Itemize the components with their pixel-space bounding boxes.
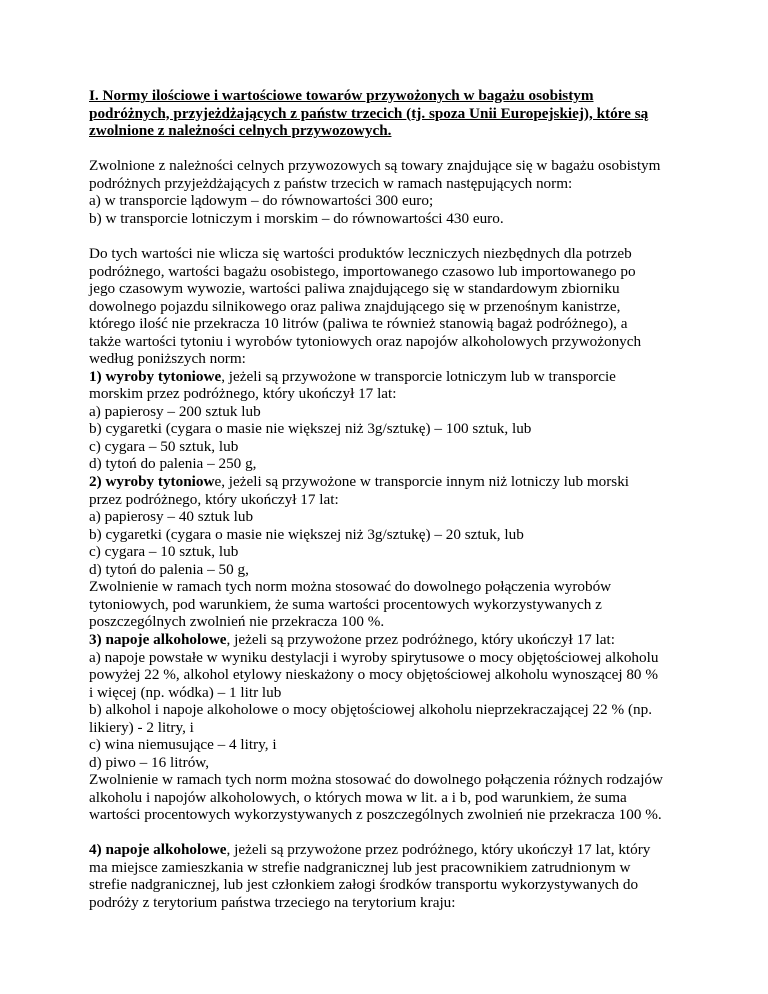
text-line: Zwolnione z należności celnych przywozowych są towary znajdujące się w bagażu osobistym <box>89 157 661 174</box>
text-line: c) cygara – 50 sztuk, lub <box>89 437 239 455</box>
section-heading-line <box>89 473 729 491</box>
text-line: b) cygaretki (cygara o masie nie większej niż 3g/sztukę) – 100 sztuk, lub <box>89 420 532 437</box>
text-line: Zwolnienie w ramach tych norm można stosować do dowolnego połączenia różnych rodzajów <box>89 771 663 788</box>
section-alcohol-border-zone <box>89 841 729 911</box>
text-line: wartości procentowych wykorzystywanych z poszczególnych zwolnień nie przekracza 100 %. <box>89 806 662 823</box>
text-line: którego ilość nie przekracza 10 litrów (paliwa te również stanowią bagaż podróżnego), a <box>89 315 628 332</box>
text-line: c) cygara – 10 sztuk, lub <box>89 543 239 560</box>
section-heading-tobacco-air-sea: 1) wyroby tytoniowe <box>89 367 222 385</box>
heading-rest: , jeżeli są przywożone przez podróżnego, który ukończył 17 lat, który <box>226 841 651 858</box>
text-line: likiery) - 2 litry, i <box>89 718 194 736</box>
text-line: morskim przez podróżnego, który ukończył 17 lat: <box>89 385 397 402</box>
text-line: podróży z terytorium państwa trzeciego na terytorium kraju: <box>89 893 456 911</box>
title-line: podróżnych, przyjeżdżających z państw trzecich (tj. spoza Unii Europejskiej), które są <box>89 104 649 122</box>
section-heading-line <box>89 368 729 386</box>
section-title <box>89 87 729 140</box>
section-heading-line <box>89 631 729 649</box>
title-line: zwolnione z należności celnych przywozowych. <box>89 122 392 139</box>
section-heading-alcohol: 3) napoje alkoholowe <box>89 631 227 648</box>
heading-rest: e, jeżeli są przywożone w transporcie innym niż lotniczy lub morski <box>214 473 630 490</box>
text-line: a) napoje powstałe w wyniku destylacji i wyroby spirytusowe o mocy objętościowej alkoholu <box>89 648 659 666</box>
text-line: według poniższych norm: <box>89 350 246 367</box>
text-line: powyżej 22 %, alkohol etylowy nieskażony o mocy objętościowej alkoholu wynoszącej 80 % <box>89 666 658 683</box>
text-line: także wartości tytoniu i wyrobów tytoniowych oraz napojów alkoholowych przywożonych <box>89 332 642 350</box>
section-heading-alcohol-border: 4) napoje alkoholowe <box>89 841 227 858</box>
text-line: podróżnych przyjeżdżających z państw trzecich w ramach następujących norm: <box>89 174 573 192</box>
paragraph-excluded-values <box>89 245 729 473</box>
text-line: b) cygaretki (cygara o masie nie większej niż 3g/sztukę) – 20 sztuk, lub <box>89 525 524 543</box>
text-line: i więcej (np. wódka) – 1 litr lub <box>89 683 282 701</box>
heading-rest: , jeżeli są przywożone przez podróżnego, który ukończył 17 lat: <box>226 631 615 648</box>
section-heading-line <box>89 841 729 859</box>
text-line: podróżnego, wartości bagażu osobistego, importowanego czasowo lub importowanego po <box>89 262 636 280</box>
text-line: przez podróżnego, który ukończył 17 lat: <box>89 490 339 508</box>
paragraph-exemption-limits <box>89 157 729 227</box>
text-line: poszczególnych zwolnień nie przekracza 100 %. <box>89 613 385 630</box>
title-line: I. Normy ilościowe i wartościowe towarów przywożonych w bagażu osobistym <box>89 87 594 104</box>
text-line: Do tych wartości nie wlicza się wartości produktów leczniczych niezbędnych dla potrzeb <box>89 245 632 262</box>
text-line: ma miejsce zamieszkania w strefie nadgranicznej lub jest pracownikiem zatrudnionym w <box>89 858 631 876</box>
section-tobacco-other <box>89 473 729 631</box>
text-line: jego czasowym wywozie, wartości paliwa znajdującego się w standardowym zbiorniku <box>89 280 620 297</box>
heading-rest: , jeżeli są przywożone w transporcie lotniczym lub w transporcie <box>221 367 616 385</box>
text-line: strefie nadgranicznej, lub jest członkiem załogi środków transportu wykorzystywanych do <box>89 876 639 893</box>
text-line: alkoholu i napojów alkoholowych, o których mowa w lit. a i b, pod warunkiem, że suma <box>89 788 627 806</box>
text-line: d) tytoń do palenia – 250 g, <box>89 455 257 472</box>
text-line: d) piwo – 16 litrów, <box>89 753 210 771</box>
text-line: Zwolnienie w ramach tych norm można stosować do dowolnego połączenia wyrobów <box>89 578 612 595</box>
text-line: tytoniowych, pod warunkiem, że suma wartości procentowych wykorzystywanych z <box>89 595 602 613</box>
text-line: b) alkohol i napoje alkoholowe o mocy objętościowej alkoholu nieprzekraczającej 22 % (np. <box>89 701 653 718</box>
text-line: a) w transporcie lądowym – do równowartości 300 euro; <box>89 192 434 209</box>
text-line: c) wina niemusujące – 4 litry, i <box>89 736 277 753</box>
text-line: a) papierosy – 40 sztuk lub <box>89 508 254 525</box>
section-heading-tobacco-other: 2) wyroby tytoniow <box>89 473 215 490</box>
text-line: dowolnego pojazdu silnikowego oraz paliwa znajdującego się w przenośnym kanistrze, <box>89 297 621 315</box>
text-line: d) tytoń do palenia – 50 g, <box>89 560 249 578</box>
text-line: b) w transporcie lotniczym i morskim – do równowartości 430 euro. <box>89 209 504 227</box>
section-alcohol <box>89 631 729 824</box>
text-line: a) papierosy – 200 sztuk lub <box>89 402 261 420</box>
